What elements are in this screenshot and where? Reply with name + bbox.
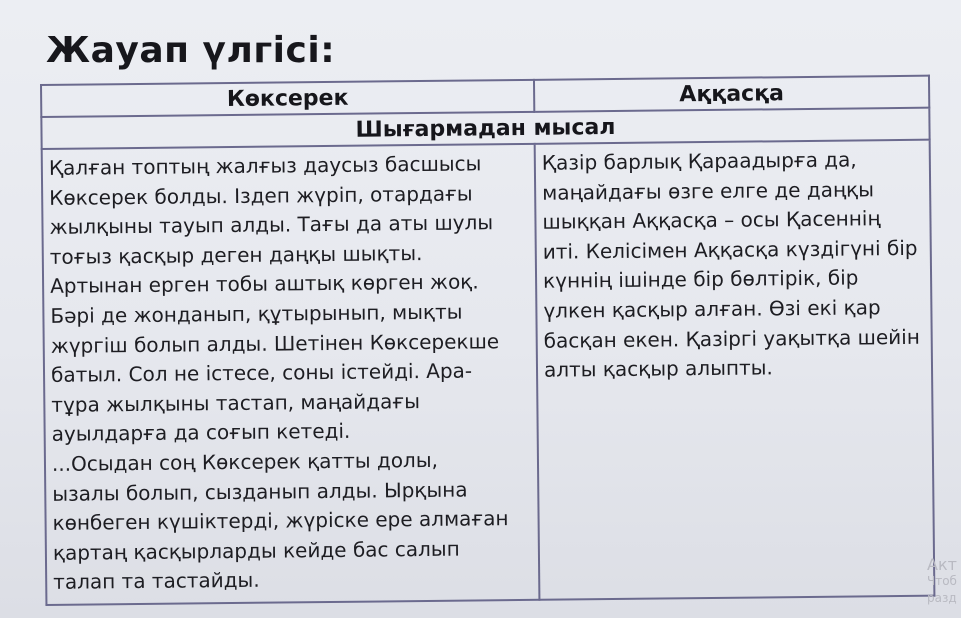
excerpt-line: күннің ішінде бір бөлтірік, бір [542,265,859,294]
page-title: Жауап үлгісі: [46,30,336,71]
akkaska-excerpt-cell [535,140,935,600]
excerpt-line: ...Осыдан соң Көксерек қатты долы, [51,447,439,476]
column-header-akkaska: Аққасқа [534,76,929,112]
watermark-line: Чтоб [927,574,957,588]
excerpt-line: үлкен қасқыр алған. Өзі екі қар [543,295,881,323]
excerpt-line: иті. Келісімен Аққасқа күздігүні бір [542,235,918,264]
excerpt-line: көнбеген күшіктерді, жүріске ере алмаған [52,506,509,536]
excerpt-line: Қазір барлық Қараадырға да, [541,147,857,175]
excerpt-line: қартаң қасқырларды кейде бас салып [52,536,460,565]
table-body-row [42,140,935,605]
excerpt-line: Қалған топтың жалғыз даусыз басшысы [48,151,482,180]
watermark-line: Акт [927,556,957,574]
section-header: Шығармадан мысал [41,108,929,149]
excerpt-line: басқан екен. Қазіргі уақытқа шейін [543,324,920,353]
activation-watermark [927,556,961,607]
excerpt-line: тұра жылқыны тастап, маңайдағы [51,388,421,417]
excerpt-line: Көксерек болды. Іздеп жүріп, отардағы [49,181,473,210]
excerpt-line: маңайдағы өзге елге де даңқы [542,176,875,205]
excerpt-line: алты қасқыр алыпты. [543,355,773,382]
excerpt-line: Артынан ерген тобы аштық көрген жоқ. [49,269,479,299]
watermark-line: разд [927,591,957,605]
excerpt-line: батыл. Сол не істесе, соны істейді. Ара- [50,358,473,388]
koxerek-excerpt-cell [42,144,540,605]
excerpt-line: ауылдарға да соғып кетеді. [51,419,351,447]
excerpt-line: жүргіш болып алды. Шетінен Көксерекше [50,328,500,358]
excerpt-line: шыққан Аққасқа – осы Қасеннің [542,206,881,234]
excerpt-line: ызалы болып, сызданып алды. Ырқына [52,477,468,506]
comparison-table [40,75,935,606]
excerpt-line: тоғыз қасқыр деген даңқы шықты. [49,240,423,269]
excerpt-line: жылқыны тауып алды. Тағы да аты шулы [49,210,494,240]
excerpt-line: талап та тастайды. [53,568,260,595]
column-header-koxerek: Көксерек [41,80,534,117]
excerpt-line: Бәрі де жонданып, құтырынып, мықты [50,299,463,328]
